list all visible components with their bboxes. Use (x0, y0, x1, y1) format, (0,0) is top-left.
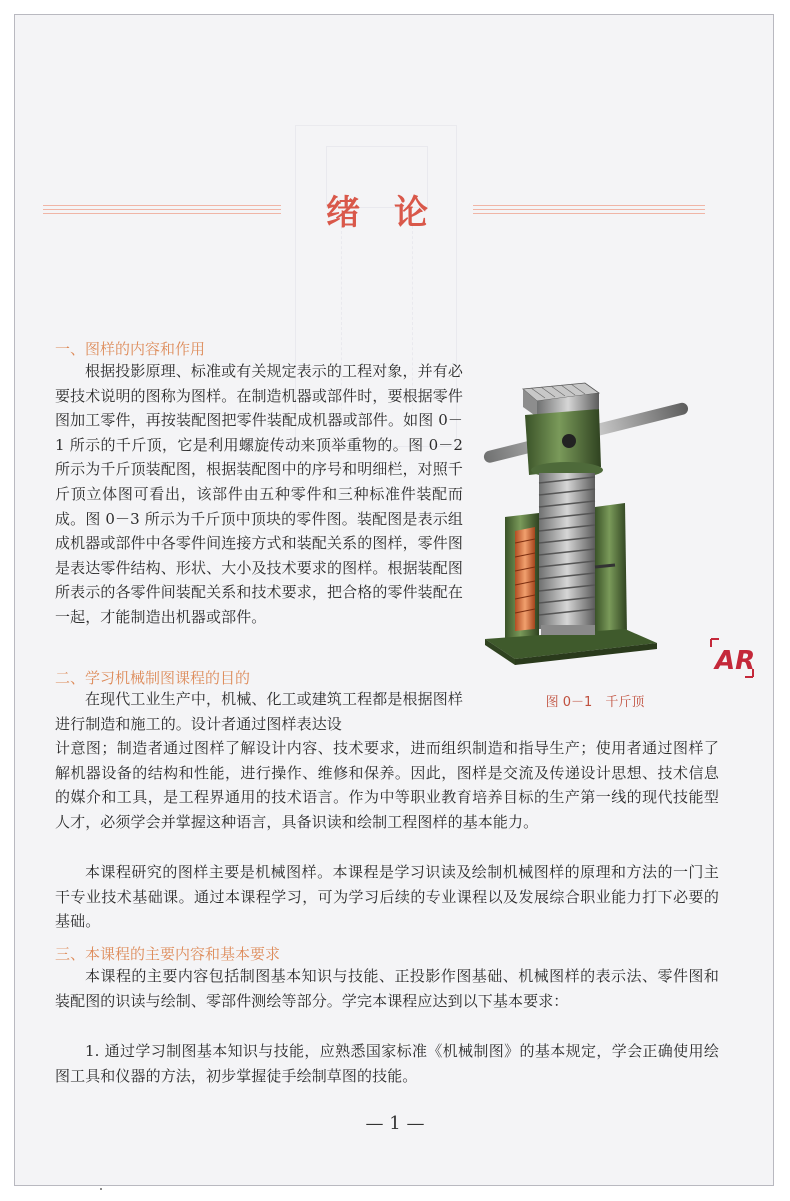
paragraph-drawing-content: 根据投影原理、标准或有关规定表示的工程对象，并有必要技术说明的图称为图样。在制造机器或部件时，要根据零件图加工零件，再按装配图把零件装配成机器或部件。如图 0－1 所示的千斤顶，它是利用螺旋传动来顶举重物的。图 0－2 所示为千斤顶装配图，根据装配图中的序号和明细栏，对照千斤顶立体图可看出，该部件由五种零件和三种标准件装配而成。图 0－3 所示为千斤顶中顶块的零件图。装配图是表示组成机器或部件中各零件间连接方式和装配关系的图样，零件图是表达零件结构、形状、大小及技术要求的图样。根据装配图所表示的各零件间装配关系和技术要求，把合格的零件装配在一起，才能制造出机器或部件。 (55, 362, 463, 626)
section-heading-2: 二、学习机械制图课程的目的 (55, 669, 251, 687)
figure-caption: 图 0－1 千斤顶 (545, 695, 645, 710)
paragraph-purpose-part2: 计意图；制造者通过图样了解设计内容、技术要求，进而组织制造和指导生产；使用者通过图样了解机器设备的结构和性能，进行操作、维修和保养。因此，图样是交流及传递设计思想、技术信息的媒介和工具，是工程界通用的技术语言。作为中等职业教育培养目标的生产第一线的现代技能型人才，必须学会并掌握这种语言，具备识读和绘制工程图样的基本能力。 (55, 739, 719, 831)
book-page (14, 14, 774, 1186)
screw-jack-illustration (475, 367, 705, 667)
scan-speck (100, 1188, 102, 1190)
paragraph-course-study: 本课程研究的图样主要是机械图样。本课程是学习识读及绘制机械图样的原理和方法的一门主干专业技术基础课。通过本课程学习，可为学习后续的专业课程以及发展综合职业能力打下必要的基础。 (55, 863, 719, 931)
page-number: — 1 — (365, 1113, 425, 1134)
section-heading-1: 一、图样的内容和作用 (55, 340, 206, 358)
paragraph-requirement-1: 1. 通过学习制图基本知识与技能，应熟悉国家标准《机械制图》的基本规定，学会正确使用绘图工具和仪器的方法，初步掌握徒手绘制草图的技能。 (55, 1042, 719, 1085)
section-heading-3: 三、本课程的主要内容和基本要求 (55, 945, 281, 963)
paragraph-course-content: 本课程的主要内容包括制图基本知识与技能、正投影作图基础、机械图样的表示法、零件图和装配图的识读与绘制、零部件测绘等部分。学完本课程应达到以下基本要求： (55, 967, 719, 1010)
paragraph-purpose-part1: 在现代工业生产中，机械、化工或建筑工程都是根据图样进行制造和施工的。设计者通过图样表达设 (55, 690, 463, 733)
chapter-title: 绪论 (326, 193, 462, 233)
ar-logo-icon (707, 635, 757, 681)
svg-text:AR: AR (715, 646, 756, 676)
title-rule-left (43, 205, 281, 214)
title-rule-right (473, 205, 705, 214)
